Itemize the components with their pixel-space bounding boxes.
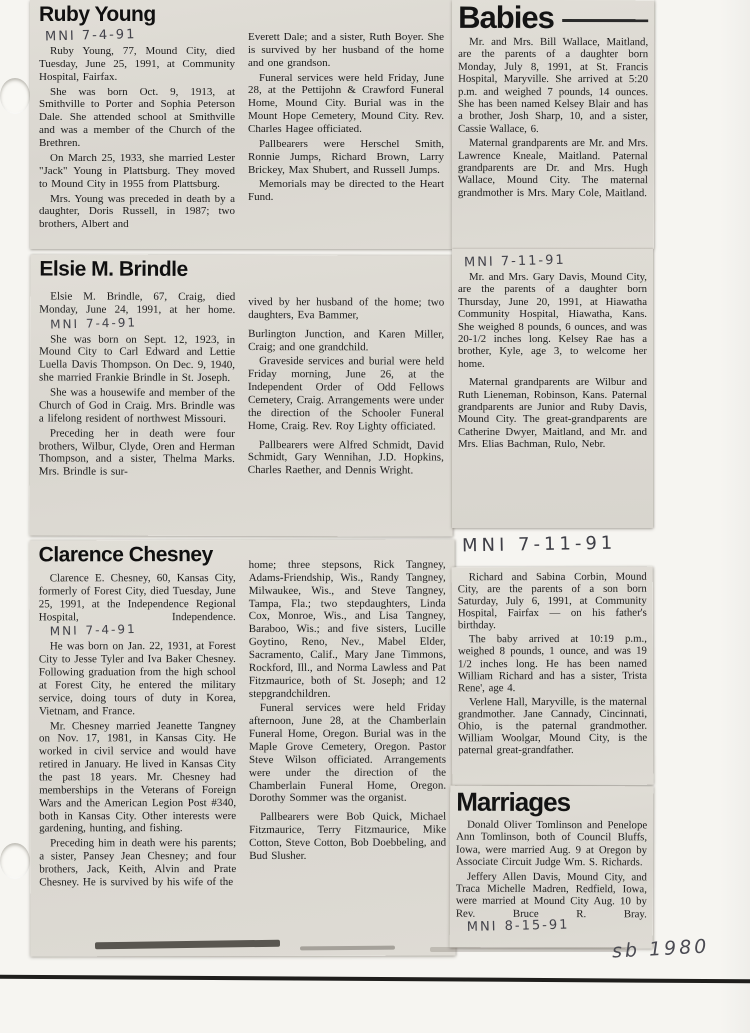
- obituary-column-right: [248, 4, 444, 243]
- handwritten-date: MNI 7-4-91: [50, 315, 138, 332]
- handwritten-date: MNI 7-4-91: [44, 27, 137, 45]
- obituary-paragraph: Memorials may be directed to the Heart Fund.: [248, 178, 444, 204]
- marriage-announcement-paragraph: [456, 870, 647, 935]
- marriage-text: Jeffery Allen Davis, Mound City, and Traca Michelle Madren, Redfield, Iowa, were married at Mound City Aug. 10 by Rev. Bruce R. Bray.: [455, 870, 647, 921]
- handwritten-date: MNI 7-11-91: [463, 252, 566, 271]
- obituary-paragraph: Pallbearers were Alfred Schmidt, David Schmidt, Gary Wennihan, J.D. Hopkins, Charles Raether, and Dennis Wright.: [247, 438, 444, 477]
- obituary-paragraph: Graveside services and burial were held Friday morning, June 26, at the Independent Order of Odd Fellows Cemetery, Craig. Arrangements were under the direction of the Schooler Funeral Home, Craig. Rev. Roy Lighty officiated.: [247, 355, 445, 433]
- birth-announcement-paragraph: Maternal grandparents are Wilbur and Ruth Lieneman, Robinson, Kans. Paternal grandparents are Junior and Ruby Davis, Mound City. The great-grandparents are Catherine Dwyer, Maitland, and Mr. and Mrs. Elias Bachman, Rulo, Nebr.: [458, 376, 647, 451]
- obituary-paragraph: He was born on Jan. 22, 1931, at Forest City to Jesse Tyler and Iva Baker Chesney. Following graduation from the high school at Forest City, he entered the military service, doing tours of duty in Korea, Vietnam, and France.: [38, 640, 236, 717]
- obituary-paragraph: She was born Oct. 9, 1913, at Smithville to Porter and Sophia Peterson Dale. She attended school at Smithville and was a member of the Church of the Brethren.: [39, 85, 235, 150]
- babies-header: [458, 0, 648, 36]
- obituary-paragraph: Pallbearers were Bob Quick, Michael Fitzmaurice, Terry Fitzmaurice, Mike Cotton, Steve Cotton, Bob Doebbeling, and Bud Slusher.: [249, 810, 447, 862]
- obituary-paragraph: Mr. Chesney married Jeanette Tangney on Nov. 17, 1981, in Kansas City. He worked in civil service and would have retired in January. He lived in Kansas City the past 18 years. Mr. Chesney had memberships in the Veterans of Foreign Wars and the American Legion Post #340, both in Kansas City. Other interests were gardening, hunting, and fishing.: [38, 719, 237, 835]
- handwritten-date: MNI 8-15-91: [466, 917, 570, 936]
- obituary-paragraph: vived by her husband of the home; two daughters, Eva Bammer,: [248, 296, 445, 322]
- obituary-clipping-clarence-chesney: [30, 540, 456, 957]
- obituary-paragraph: She was born on Sept. 12, 1923, in Mound City to Carl Edward and Lettie Luella Davis Thompson. On Dec. 9, 1940, she married Frankie Brindle in St. Joseph.: [39, 333, 236, 385]
- obituary-clipping-ruby-young: [30, 0, 453, 249]
- obituary-paragraph: Funeral services were held Friday afternoon, June 28, at the Chamberlain Funeral Home, Oregon. Burial was in the Maple Grove Cemetery, Oregon. Pastor Steve Wilson officiated. Arrangements were under the direction of the Chamberlain Funeral Home, Oregon. Dorothy Sommer was the organist.: [248, 702, 447, 805]
- obituary-column-right: [248, 259, 445, 531]
- obituary-paragraph: [39, 291, 235, 332]
- birth-announcement-paragraph: Maternal grandparents are Mr. and Mrs. Lawrence Kneale, Maitland. Paternal grandparents are Dr. and Mrs. Hugh Wallace, Mound City. The maternal grandmother is Mrs. Mary Cole, Maitland.: [457, 137, 648, 200]
- marriages-title: Marriages: [456, 786, 571, 818]
- clipping-edge-smudge: [430, 947, 630, 952]
- obituary-paragraph: Preceding him in death were his parents; a sister, Pansey Jean Chesney; and four brothers, Jack, Keith, Alvin and Prate Chesney. He is survived by his wife of the: [39, 837, 237, 889]
- handwritten-date: MNI 7-4-91: [49, 622, 137, 639]
- hole-punch-bottom: [0, 843, 30, 879]
- obituary-paragraph: Funeral services were held Friday, June 28, at the Pettijohn & Crawford Funeral Home, Mound City. Burial was in the Mount Hope Cemetery, Mound City. Rev. Charles Hagee officiated.: [248, 71, 444, 136]
- obituary-title: Clarence Chesney: [38, 543, 213, 567]
- obituary-paragraph: Everett Dale; and a sister, Ruth Boyer. She is survived by her husband of the home and one grandson.: [248, 31, 444, 69]
- obituary-column-left: [39, 544, 237, 950]
- birth-announcement-paragraph: The baby arrived at 10:19 p.m., weighed 8 pounds, 1 ounce, and was 19 1/2 inches long. He has been named William Richard and has a sister, Trista Rene', age 4.: [457, 633, 648, 694]
- obituary-column-left: [39, 258, 236, 530]
- obituary-paragraph: On March 25, 1933, she married Lester "Jack" Young in Plattsburg. They moved to Mound City in 1955 from Plattsburg.: [39, 151, 235, 190]
- header-rule: [562, 19, 648, 22]
- obituary-paragraph: home; three stepsons, Rick Tangney, Adams-Friendship, Wis., Randy Tangney, Milwaukee, Wis., and Steve Tangney, Tampa, Fla.; two stepdaughters, Linda Cox, Monroe, Wis., and Lisa Tangney, Baraboo, Wis.; and five sisters, Lucille Goytino, Reno, Nev., Mabel Elder, Sacramento, Calif., Mary Jane Timmons, Rockford, Ill., and Norma Lawless and Pat Fitzmaurice, both of St. Joseph; and 12 stepgrandchildren.: [248, 558, 446, 700]
- obituary-title: Ruby Young: [39, 3, 156, 26]
- babies-title: Babies: [458, 0, 554, 36]
- obituary-paragraph: She was a housewife and member of the Church of God in Craig. Mrs. Brindle was a lifelong resident of northwest Missouri.: [38, 386, 236, 425]
- obituary-paragraph: Ruby Young, 77, Mound City, died Tuesday, June 25, 1991, at Community Hospital, Fairfax.: [39, 45, 235, 83]
- page-edge-line: [0, 975, 750, 984]
- babies-clipping-corbin: [452, 567, 654, 786]
- obituary-text: Clarence E. Chesney, 60, Kansas City, formerly of Forest City, died Tuesday, June 25, 1991, at the Independence Regional Hospital, Independence.: [38, 572, 236, 623]
- obituary-paragraph: Mrs. Young was preceded in death by a daughter, Doris Russell, in 1987; two brothers, Albert and: [39, 192, 235, 231]
- obituary-title: Elsie M. Brindle: [39, 257, 188, 281]
- handwritten-page-note: sb 1980: [611, 935, 710, 963]
- obituary-paragraph: [39, 572, 236, 639]
- obituary-column-left: [39, 4, 235, 243]
- marriage-announcement-paragraph: Donald Oliver Tomlinson and Penelope Ann Tomlinson, both of Council Bluffs, Iowa, were married Aug. 9 at Oregon by Associate Circuit Judge Wm. S. Richards.: [455, 818, 648, 869]
- handwritten-date: MNI 7-11-91: [461, 532, 617, 557]
- babies-clipping-davis: [452, 249, 653, 528]
- obituary-column-right: [249, 544, 447, 950]
- babies-clipping-wallace: [452, 0, 654, 249]
- birth-announcement-paragraph: Richard and Sabina Corbin, Mound City, are the parents of a son born Saturday, July 6, 1991, at Community Hospital, Fairfax — on his father's birthday.: [457, 570, 647, 632]
- obituary-text: Elsie M. Brindle, 67, Craig, died Monday, June 24, 1991, at her home.: [39, 290, 236, 316]
- birth-announcement-paragraph: Verlene Hall, Maryville, is the maternal grandmother. Jane Cannady, Cincinnati, Ohio, is the paternal grandmother. William Woolgar, Mound City, is the paternal great-grandfather.: [458, 695, 648, 757]
- obituary-clipping-elsie-brindle: [30, 254, 454, 536]
- clipping-edge-smudge: [300, 946, 395, 951]
- birth-announcement-paragraph: Mr. and Mrs. Gary Davis, Mound City, are the parents of a daughter born Thursday, June 20, 1991, at Hiawatha Community Hospital, Hiawatha, Kans. She weighed 8 pounds, 6 ounces, and was 20-1/2 inches long. Kelsey Rae has a brother, Kyle, age 3, to welcome her home.: [458, 271, 647, 370]
- hole-punch-top: [0, 78, 30, 114]
- obituary-paragraph: Preceding her in death were four brothers, Wilbur, Clyde, Oren and Herman Thompson, and a sister, Thelma Marks. Mrs. Brindle is sur-: [38, 427, 235, 478]
- birth-announcement-paragraph: Mr. and Mrs. Bill Wallace, Maitland, are the parents of a daughter born Monday, July 8, 1991, at St. Francis Hospital, Maryville. She arrived at 5:20 p.m. and weighed 7 pounds, 14 ounces. She has been named Kelsey Blair and has a brother, Josh Sharp, 10, and a sister, Cassie Wallace, 6.: [457, 35, 649, 135]
- obituary-paragraph: Burlington Junction, and Karen Miller, Craig; and one grandchild.: [248, 327, 445, 353]
- marriages-clipping: [450, 786, 654, 949]
- obituary-paragraph: Pallbearers were Herschel Smith, Ronnie Jumps, Richard Brown, Larry Brickey, Max Shubert, and Russell Jumps.: [248, 137, 444, 176]
